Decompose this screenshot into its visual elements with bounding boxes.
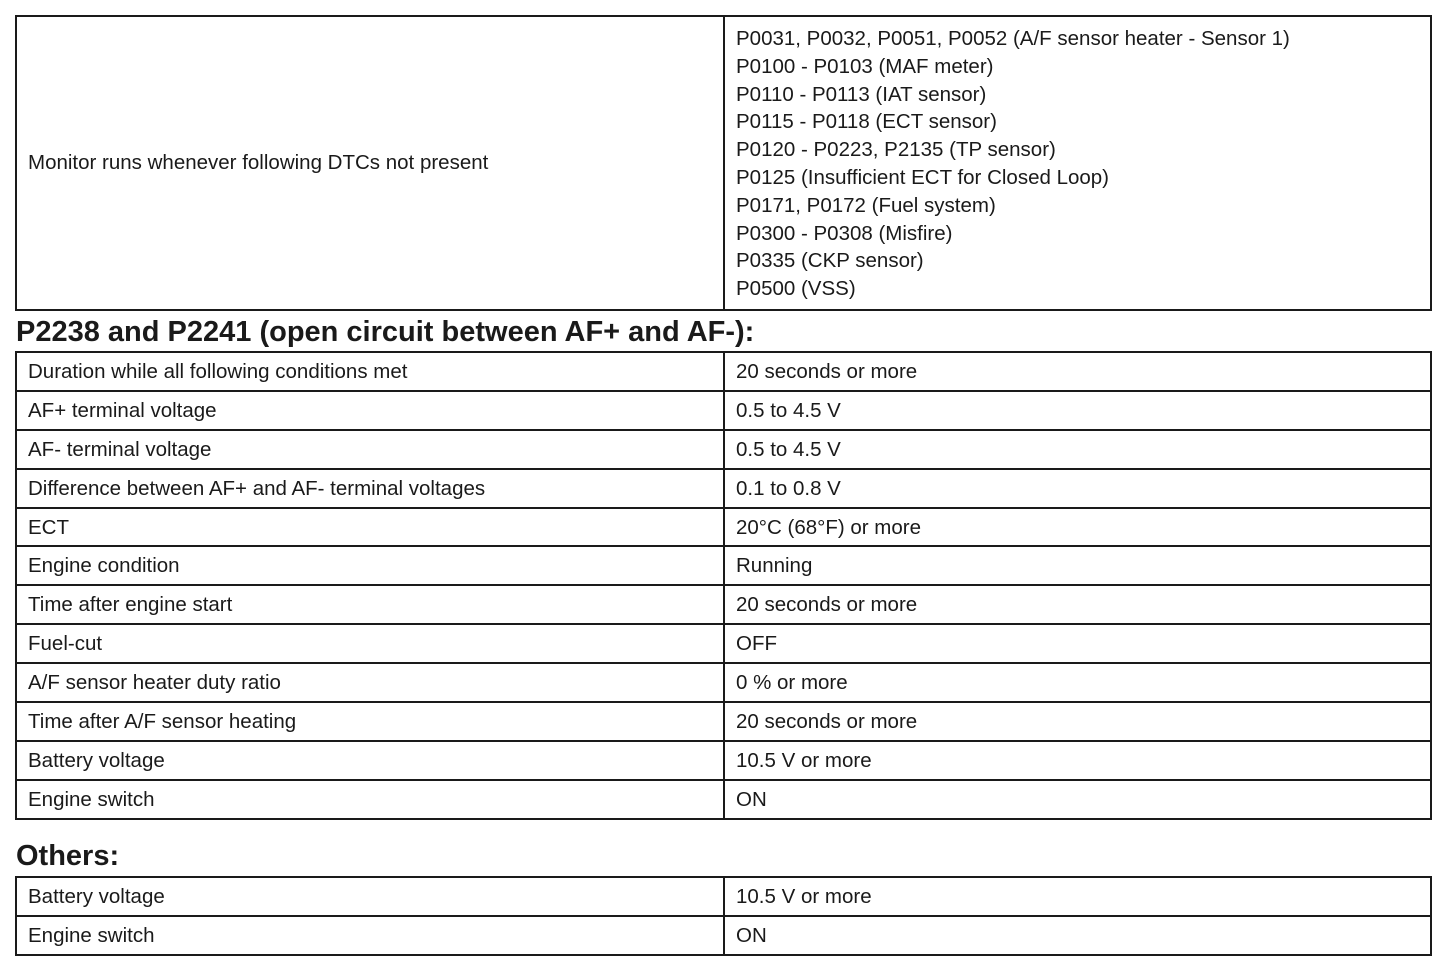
monitor-dtc-table <box>15 15 1432 311</box>
table-row <box>16 780 1431 819</box>
others-conditions-table <box>15 876 1432 956</box>
dtc-item: P0125 (Insufficient ECT for Closed Loop) <box>736 165 1110 189</box>
dtc-item: P0115 - P0118 (ECT sensor) <box>736 110 997 134</box>
dtc-item: P0031, P0032, P0051, P0052 (A/F sensor heater - Sensor 1) <box>736 27 1290 50</box>
dtc-list <box>724 16 1431 310</box>
section-heading-p2238: P2238 and P2241 (open circuit between AF+ and AF-): <box>16 316 755 348</box>
table-row <box>16 391 1431 430</box>
condition-cell: Battery voltage <box>16 741 724 780</box>
table-row <box>16 877 1431 916</box>
table-row <box>16 16 1431 310</box>
table-row <box>16 430 1431 469</box>
value-cell: 20 seconds or more <box>724 702 1431 741</box>
monitor-label: Monitor runs whenever following DTCs not present <box>16 16 724 310</box>
dtc-item: P0335 (CKP sensor) <box>736 249 924 273</box>
condition-cell: Time after A/F sensor heating <box>16 702 724 741</box>
dtc-item: P0171, P0172 (Fuel system) <box>736 193 996 217</box>
value-cell: 10.5 V or more <box>724 877 1431 916</box>
condition-cell: AF- terminal voltage <box>16 430 724 469</box>
value-cell: 20 seconds or more <box>724 352 1431 391</box>
condition-cell: ECT <box>16 508 724 547</box>
condition-cell: Difference between AF+ and AF- terminal voltages <box>16 469 724 508</box>
condition-cell: Engine switch <box>16 780 724 819</box>
table-row <box>16 469 1431 508</box>
table-row <box>16 916 1431 955</box>
table-row <box>16 546 1431 585</box>
table-row <box>16 663 1431 702</box>
value-cell: 0.1 to 0.8 V <box>724 469 1431 508</box>
dtc-item: P0110 - P0113 (IAT sensor) <box>736 82 987 106</box>
dtc-item: P0120 - P0223, P2135 (TP sensor) <box>736 138 1056 162</box>
value-cell: Running <box>724 546 1431 585</box>
condition-cell: Time after engine start <box>16 585 724 624</box>
p2238-conditions-table <box>15 351 1432 820</box>
table-row <box>16 624 1431 663</box>
table-row <box>16 702 1431 741</box>
value-cell: ON <box>724 916 1431 955</box>
dtc-item: P0300 - P0308 (Misfire) <box>736 221 953 245</box>
condition-cell: Engine condition <box>16 546 724 585</box>
condition-cell: Fuel-cut <box>16 624 724 663</box>
value-cell: OFF <box>724 624 1431 663</box>
dtc-item: P0100 - P0103 (MAF meter) <box>736 54 994 78</box>
condition-cell: Engine switch <box>16 916 724 955</box>
value-cell: 0 % or more <box>724 663 1431 702</box>
value-cell: 20 seconds or more <box>724 585 1431 624</box>
table-row <box>16 585 1431 624</box>
section-heading-others: Others: <box>16 840 120 872</box>
dtc-item: P0500 (VSS) <box>736 277 856 301</box>
value-cell: 0.5 to 4.5 V <box>724 430 1431 469</box>
table-row <box>16 741 1431 780</box>
condition-cell: A/F sensor heater duty ratio <box>16 663 724 702</box>
table-row <box>16 508 1431 547</box>
condition-cell: Battery voltage <box>16 877 724 916</box>
value-cell: 20°C (68°F) or more <box>724 508 1431 547</box>
condition-cell: AF+ terminal voltage <box>16 391 724 430</box>
value-cell: 0.5 to 4.5 V <box>724 391 1431 430</box>
condition-cell: Duration while all following conditions met <box>16 352 724 391</box>
table-row <box>16 352 1431 391</box>
value-cell: 10.5 V or more <box>724 741 1431 780</box>
value-cell: ON <box>724 780 1431 819</box>
